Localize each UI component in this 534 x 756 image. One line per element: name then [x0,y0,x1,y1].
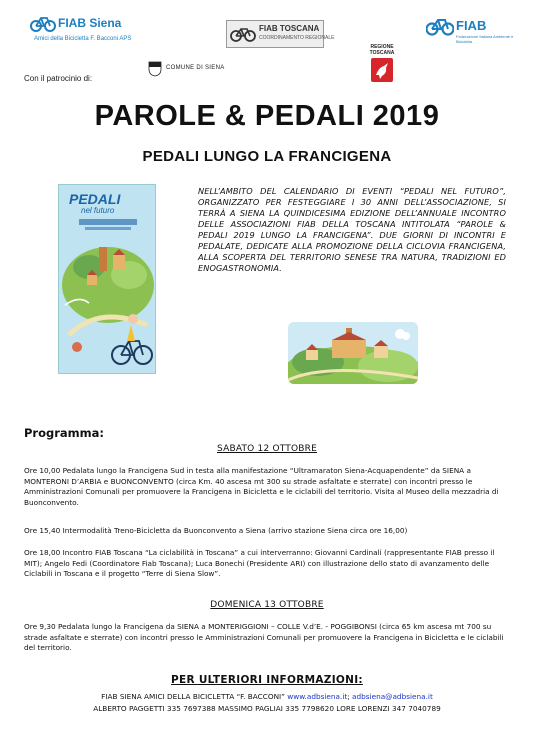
page-title: PAROLE & PEDALI 2019 [94,100,440,132]
fiab-siena-brand: FIAB Siena [58,16,122,30]
domenica-heading: DOMENICA 13 OTTOBRE [210,600,324,610]
bicycle-icon [230,26,256,42]
fiab-brand: FIAB [456,18,487,33]
fiab-siena-logo [30,14,150,48]
sabato-item-2: Ore 15,40 Intermodalità Treno-Bicicletta da Buonconvento a Siena (arrivo stazione Siena circa ore 16,00) [24,526,408,535]
siena-crest-icon [148,61,162,77]
event-poster-image [58,184,156,374]
sabato-heading: SABATO 12 OTTOBRE [217,444,317,454]
page-subtitle: PEDALI LUNGO LA FRANCIGENA [142,148,392,165]
siena-landscape-illustration [288,322,418,384]
landscape-drawing [288,322,418,384]
fiab-siena-subtitle: Amici della Bicicletta F. Bacconi APS [34,36,132,42]
comune-di-siena-logo [148,61,238,85]
intro-paragraph: NELL’AMBITO DEL CALENDARIO DI EVENTI “PEDALI NEL FUTURO”, ORGANIZZATO PER FESTEGGIARE I 30 ANNI DELL’ASSOCIAZIONE, SI TERRÀ A SIENA LA QUINDICESIMA EDIZIONE DELL’ANNUALE INCONTRO DELLE ASSOCIAZIONI FIAB DELLA TOSCANA INTITOLATA “PAROLE & PEDALI 2019 LUNGO LA FRANCIGENA”. DUE GIORNI DI INCONTRI E PEDALATE, DEDICATE ALLA PROMOZIONE DELLA CICLOVIA FRANCIGENA, ALLA SCOPERTA DEL TERRITORIO SENESE TRA NATURA, TRADIZIONI ED ENOGASTRONOMIA. [198,186,506,273]
bicycle-icon [426,16,454,36]
fiab-toscana-brand: FIAB TOSCANA [259,24,320,33]
info-heading: PER ULTERIORI INFORMAZIONI: [171,674,363,686]
info-separator: ; [347,692,350,701]
info-line-org [0,692,534,701]
sabato-item-3: Ore 18,00 Incontro FIAB Toscana “La ciclabilità in Toscana” a cui interverranno: Giovanni Cardinali (rappresentante FIAB presso il MIT); Angelo Fedi (Coordinatore Fiab Toscana); Luca Bonechi (Presidente ARI) con illustrazione dello stato di avanzamento delle Ciclabili in Toscana e il progetto “Terre di Siena Slow”. [24,548,495,578]
fiab-logo [426,14,516,48]
domenica-item-1: Ore 9,30 Pedalata lungo la Francigena da SIENA a MONTERIGGIONI – COLLE V.d’E. - POGGIBONSI (circa 65 km ascesa mt 700 su strade asfaltate e sterrate) con incontri presso le Amministrazioni Comunali per promuovere la Francigena in Bicicletta e le ciclabili del territorio. [24,622,504,652]
pegasus-emblem-icon [371,58,393,82]
info-contacts: ALBERTO PAGGETTI 335 7697388 MASSIMO PAGLIAI 335 7798620 LORE LORENZI 347 7040789 [93,704,441,713]
poster-title: PEDALI [69,191,121,207]
email-link[interactable]: adbsiena@adbsiena.it [352,692,433,701]
poster-illustration [59,185,156,374]
fiab-toscana-subtitle: COORDINAMENTO REGIONALE [259,35,335,41]
sabato-item-1: Ore 10,00 Pedalata lungo la Francigena Sud in testa alla manifestazione “Ultramaraton Siena-Acquapendente” da SIENA a MONTERONI D’ARBIA e BUONCONVENTO (circa Km. 40 ascesa mt 300 su strade asfaltate e sterrate) con incontri presso le Amministrazioni Comunali per promuovere la Francigena in Bicicletta e le ciclabili del territorio. Visita al Museo della mezzadria di Buonconvento. [24,466,499,507]
regione-toscana-logo [366,44,398,84]
fiab-toscana-logo [226,20,335,48]
website-link[interactable]: www.adbsiena.it [287,692,348,701]
regione-label: REGIONE TOSCANA [369,44,395,56]
bicycle-icon [30,14,56,32]
fiab-subtitle: Federazione Italiana Ambiente e Bicicletta [456,34,514,44]
info-org-name: FIAB SIENA AMICI DELLA BICICLETTA “F. BACCONI” [101,692,285,701]
comune-label: COMUNE DI SIENA [166,65,225,71]
poster-subtitle: nel futuro [81,206,115,215]
programma-heading: Programma: [24,426,104,440]
patrocinio-label: Con il patrocinio di: [24,74,93,83]
